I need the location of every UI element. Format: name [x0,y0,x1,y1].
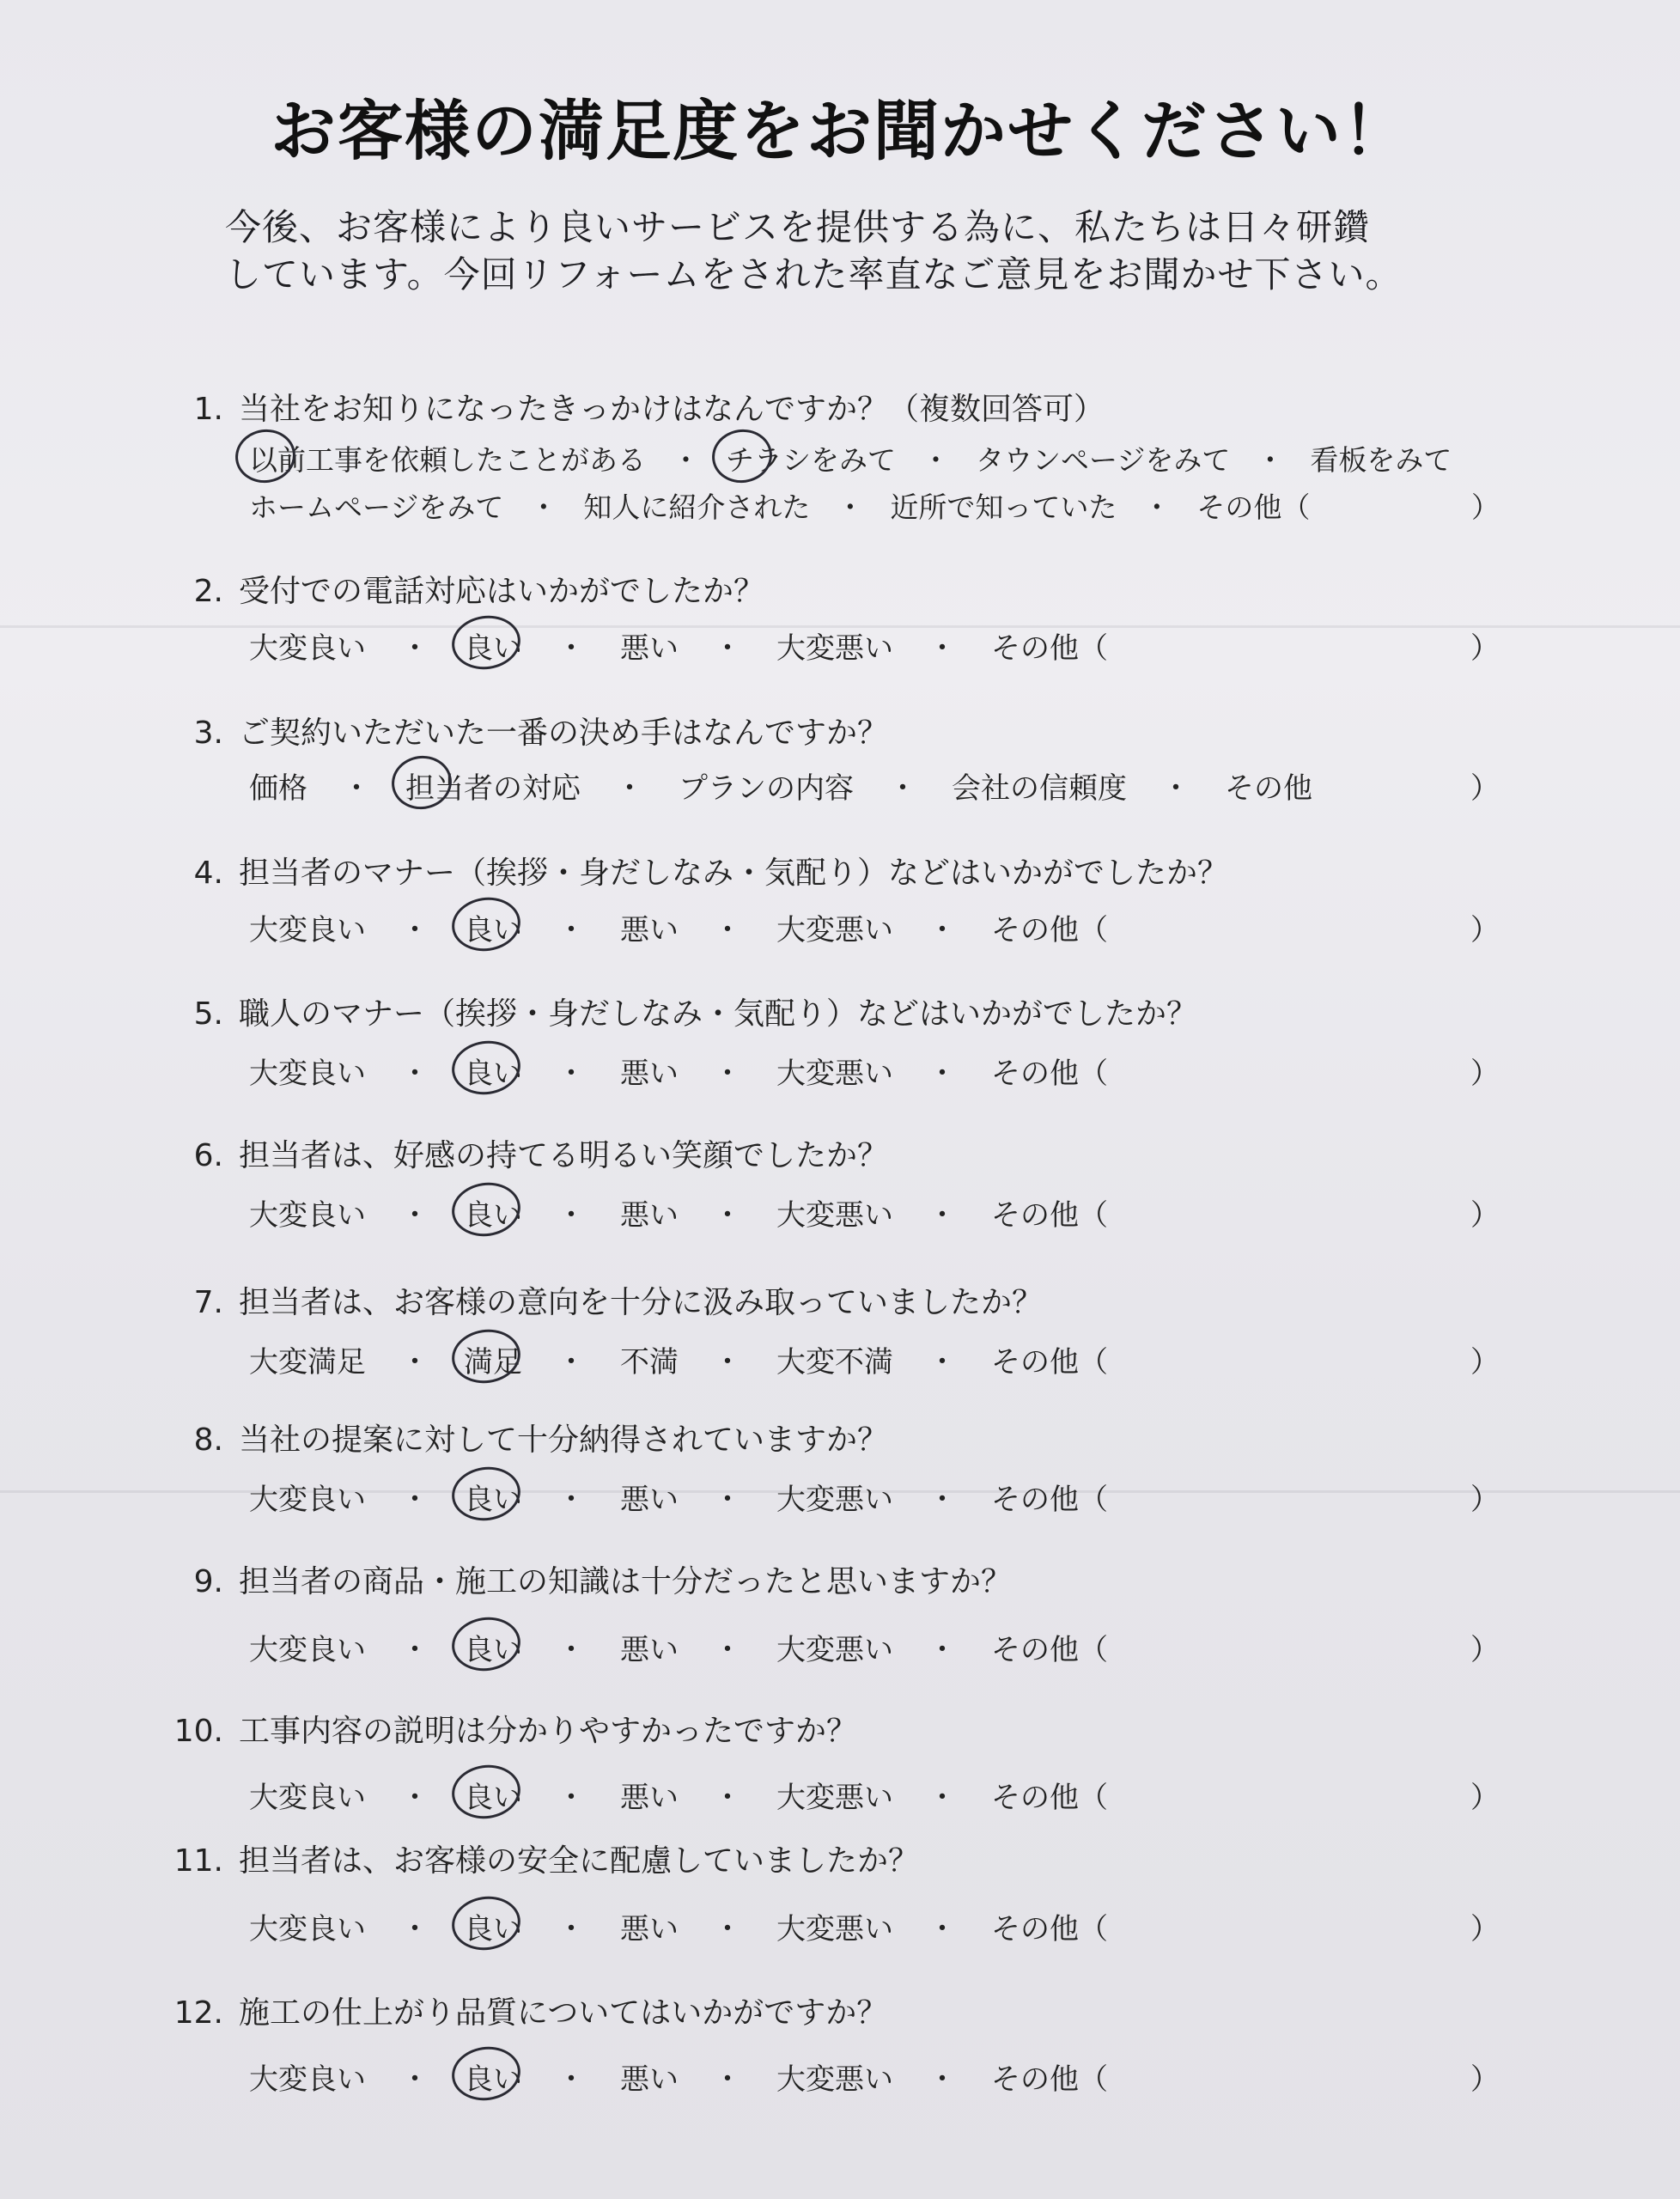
other-answer-close-paren: ） [1470,1912,1500,1946]
question-6-options [249,1191,1500,1234]
question-11-options [249,1905,1500,1947]
hand-drawn-circle-mark [448,1037,524,1100]
other-answer-close-paren: ） [1470,771,1500,806]
option-separator: ・ [529,490,558,524]
answer-option[interactable]: 大変悪い [776,1483,893,1517]
answer-option[interactable]: その他（ [991,1345,1108,1380]
other-answer-close-paren: ） [1470,1633,1500,1667]
option-separator: ・ [922,443,950,477]
answer-option[interactable]: 大変悪い [776,1198,893,1233]
answer-option[interactable]: 悪い [620,1198,679,1233]
answer-option[interactable]: 大変良い [249,1057,366,1091]
option-separator: ・ [400,2062,429,2097]
answer-option[interactable]: その他（ [991,1198,1108,1233]
option-separator: ・ [836,490,865,524]
option-separator: ・ [615,771,644,806]
option-separator: ・ [342,771,371,806]
option-separator: ・ [928,1198,957,1233]
other-answer-close-paren: ） [1470,1057,1500,1091]
question-1-options-row-2 [249,485,1500,526]
question-text: 担当者は、お客様の安全に配慮していましたか？ [239,1843,920,1879]
answer-option[interactable]: 近所で知っていた [890,490,1117,524]
answer-option[interactable]: その他（ [991,1781,1108,1815]
question-12 [155,1989,887,2032]
answer-option[interactable]: 良い [464,1050,522,1092]
hand-drawn-circle-mark [448,1613,524,1676]
answer-option[interactable]: 大変悪い [776,631,893,666]
answer-option[interactable]: 良い [464,624,522,667]
question-7-options [249,1338,1500,1380]
option-separator: ・ [400,1198,429,1233]
answer-option[interactable]: 大変良い [249,913,366,947]
question-1 [155,385,1105,429]
question-1-options-row-1 [249,438,1500,478]
question-8 [155,1416,888,1459]
question-7 [155,1278,1043,1322]
answer-option[interactable]: 大変悪い [776,1781,893,1815]
answer-option[interactable]: 大変良い [249,631,366,666]
option-separator: ・ [400,1781,429,1815]
question-3 [155,709,888,752]
question-number: 8. [193,1422,223,1458]
hand-drawn-circle-mark [448,1761,524,1824]
hand-drawn-circle-mark [448,2043,524,2105]
question-2 [155,567,764,611]
answer-option[interactable]: 大変良い [249,1912,366,1946]
question-text: ご契約いただいた一番の決め手はなんですか？ [239,716,889,751]
answer-option[interactable]: 大変良い [249,1483,366,1517]
hand-drawn-circle-mark [448,1892,524,1955]
option-separator: ・ [713,2062,742,2097]
answer-option[interactable]: その他（ [1196,490,1311,524]
hand-drawn-circle-mark [232,425,299,486]
question-8-options [249,1476,1500,1518]
option-separator: ・ [713,913,742,947]
question-5-options [249,1050,1500,1092]
question-number: 2. [193,574,223,609]
other-answer-close-paren: ） [1470,1345,1500,1380]
question-text: 担当者は、好感の持てる明るい笑顔でしたか？ [239,1138,889,1173]
other-answer-close-paren: ） [1470,2062,1500,2097]
question-number: 9. [193,1564,223,1599]
answer-option[interactable]: 会社の信頼度 [952,771,1127,806]
question-text: 当社の提案に対して十分納得されていますか？ [239,1422,889,1458]
option-separator: ・ [928,913,957,947]
other-answer-close-paren: ） [1470,1198,1500,1233]
answer-option[interactable]: その他（ [991,1633,1108,1667]
option-separator: ・ [1256,443,1285,477]
answer-option[interactable]: 大変満足 [249,1345,366,1380]
question-text: 担当者は、お客様の意向を十分に汲み取っていましたか？ [239,1285,1044,1320]
question-text: 担当者の商品・施工の知識は十分だったと思いますか？ [239,1564,1013,1599]
question-9 [155,1557,1012,1601]
question-number: 11. [173,1843,223,1879]
answer-option[interactable]: その他（ [991,913,1108,947]
answer-option[interactable]: 大変良い [249,2062,366,2097]
answer-option[interactable]: プランの内容 [679,771,854,806]
answer-option[interactable]: 満足 [464,1338,522,1380]
option-separator: ・ [1161,771,1190,806]
hand-drawn-circle-mark [448,1325,524,1388]
question-4 [155,849,1228,892]
answer-option[interactable]: 悪い [620,1057,679,1091]
option-separator: ・ [928,1633,957,1667]
question-9-options [249,1626,1500,1668]
answer-option[interactable]: 良い [464,1905,522,1947]
option-separator: ・ [928,1912,957,1946]
question-10-options [249,1774,1500,1816]
option-separator: ・ [713,1345,742,1380]
option-separator: ・ [400,1345,429,1380]
question-number: 10. [173,1714,223,1749]
answer-option[interactable]: その他（ [991,1912,1108,1946]
hand-drawn-circle-mark [448,893,524,956]
option-separator: ・ [928,1345,957,1380]
question-10 [155,1707,857,1751]
question-4-options [249,906,1500,948]
question-text: 職人のマナー（挨拶・身だしなみ・気配り）などはいかがでしたか？ [239,996,1198,1032]
answer-option[interactable]: 大変悪い [776,1912,893,1946]
option-separator: ・ [713,1781,742,1815]
answer-option[interactable]: ホームページをみて [249,490,504,524]
answer-option[interactable]: その他（ [991,1483,1108,1517]
answer-option[interactable]: 悪い [620,913,679,947]
other-answer-close-paren: ） [1470,1483,1500,1517]
page-title: お客様の満足度をお聞かせください！ [271,93,1409,169]
answer-option[interactable]: 悪い [620,631,679,666]
intro-line-2: しています。今回リフォームをされた率直なご意見をお聞かせ下さい。 [225,253,1403,295]
question-text: 施工の仕上がり品質についてはいかがですか？ [239,1995,888,2031]
other-answer-close-paren: ） [1470,631,1500,666]
option-separator: ・ [928,1483,957,1517]
answer-option[interactable]: 不満 [620,1345,679,1380]
option-separator: ・ [400,913,429,947]
option-separator: ・ [1142,490,1172,524]
hand-drawn-circle-mark [709,425,776,486]
answer-option[interactable]: その他 [1225,771,1312,806]
answer-option[interactable]: その他（ [991,1057,1108,1091]
answer-option[interactable]: 悪い [620,1781,679,1815]
other-answer-close-paren: ） [1471,490,1500,524]
question-11 [155,1837,919,1880]
answer-option[interactable]: 良い [464,1626,522,1668]
answer-option[interactable]: 大変悪い [776,913,893,947]
question-5 [155,990,1197,1033]
option-separator: ・ [928,1781,957,1815]
answer-option[interactable]: 大変悪い [776,1057,893,1091]
option-separator: ・ [888,771,917,806]
option-separator: ・ [557,1057,586,1091]
hand-drawn-circle-mark [448,612,524,674]
answer-option[interactable]: 大変良い [249,1198,366,1233]
option-separator: ・ [713,1057,742,1091]
question-number: 5. [193,996,223,1032]
answer-option[interactable]: 悪い [620,1483,679,1517]
option-separator: ・ [713,631,742,666]
answer-option[interactable]: 良い [464,2056,522,2098]
answer-option[interactable]: 良い [464,1774,522,1816]
option-separator: ・ [713,1483,742,1517]
option-separator: ・ [557,1633,586,1667]
option-separator: ・ [557,1912,586,1946]
answer-option[interactable]: 良い [464,1476,522,1518]
option-separator: ・ [557,1345,586,1380]
option-separator: ・ [713,1198,742,1233]
question-6 [155,1131,888,1175]
answer-option[interactable]: 悪い [620,1633,679,1667]
question-2-options [249,624,1500,667]
answer-option[interactable]: 大変悪い [776,2062,893,2097]
question-number: 3. [193,716,223,751]
option-separator: ・ [557,1198,586,1233]
option-separator: ・ [400,1633,429,1667]
question-number: 1. [193,392,223,427]
answer-option[interactable]: その他（ [991,2062,1108,2097]
option-separator: ・ [928,2062,957,2097]
answer-option[interactable]: 大変悪い [776,1633,893,1667]
question-number: 7. [193,1285,223,1320]
question-3-options [249,764,1500,807]
option-separator: ・ [400,1483,429,1517]
question-number: 4. [193,856,223,891]
hand-drawn-circle-mark [448,1463,524,1526]
answer-option[interactable]: 良い [464,906,522,948]
answer-option[interactable]: 悪い [620,1912,679,1946]
answer-option[interactable]: 価格 [249,771,307,806]
hand-drawn-circle-mark [388,752,455,813]
option-separator: ・ [928,631,957,666]
answer-option[interactable]: その他（ [991,631,1108,666]
answer-option[interactable]: タウンページをみて [976,443,1231,477]
other-answer-close-paren: ） [1470,1781,1500,1815]
answer-option[interactable]: チラシをみて [726,438,896,478]
answer-option[interactable]: 担当者の対応 [405,764,581,807]
intro-line-1: 今後、お客様により良いサービスを提供する為に、私たちは日々研鑽 [225,206,1371,248]
option-separator: ・ [557,1483,586,1517]
answer-option[interactable]: 良い [464,1191,522,1234]
question-12-options [249,2056,1500,2098]
answer-option[interactable]: 大変良い [249,1633,366,1667]
option-separator: ・ [557,913,586,947]
question-text: 当社をお知りになったきっかけはなんですか？（複数回答可） [239,392,1105,427]
question-number: 12. [173,1995,223,2031]
option-separator: ・ [557,2062,586,2097]
answer-option[interactable]: 悪い [620,2062,679,2097]
option-separator: ・ [928,1057,957,1091]
hand-drawn-circle-mark [448,1179,524,1241]
question-text: 工事内容の説明は分かりやすかったですか？ [239,1714,858,1749]
question-number: 6. [193,1138,223,1173]
question-text: 受付での電話対応はいかがでしたか？ [239,574,765,609]
option-separator: ・ [400,631,429,666]
answer-option[interactable]: 知人に紹介された [583,490,811,524]
option-separator: ・ [400,1057,429,1091]
other-answer-close-paren: ） [1470,913,1500,947]
option-separator: ・ [557,1781,586,1815]
option-separator: ・ [672,443,700,477]
answer-option[interactable]: 大変不満 [776,1345,893,1380]
answer-option[interactable]: 看板をみて [1310,443,1452,477]
answer-option[interactable]: 大変良い [249,1781,366,1815]
option-separator: ・ [713,1633,742,1667]
option-separator: ・ [557,631,586,666]
question-text: 担当者のマナー（挨拶・身だしなみ・気配り）などはいかがでしたか？ [239,856,1229,891]
option-separator: ・ [713,1912,742,1946]
option-separator: ・ [400,1912,429,1946]
answer-option[interactable]: 以前工事を依頼したことがある [249,438,646,478]
